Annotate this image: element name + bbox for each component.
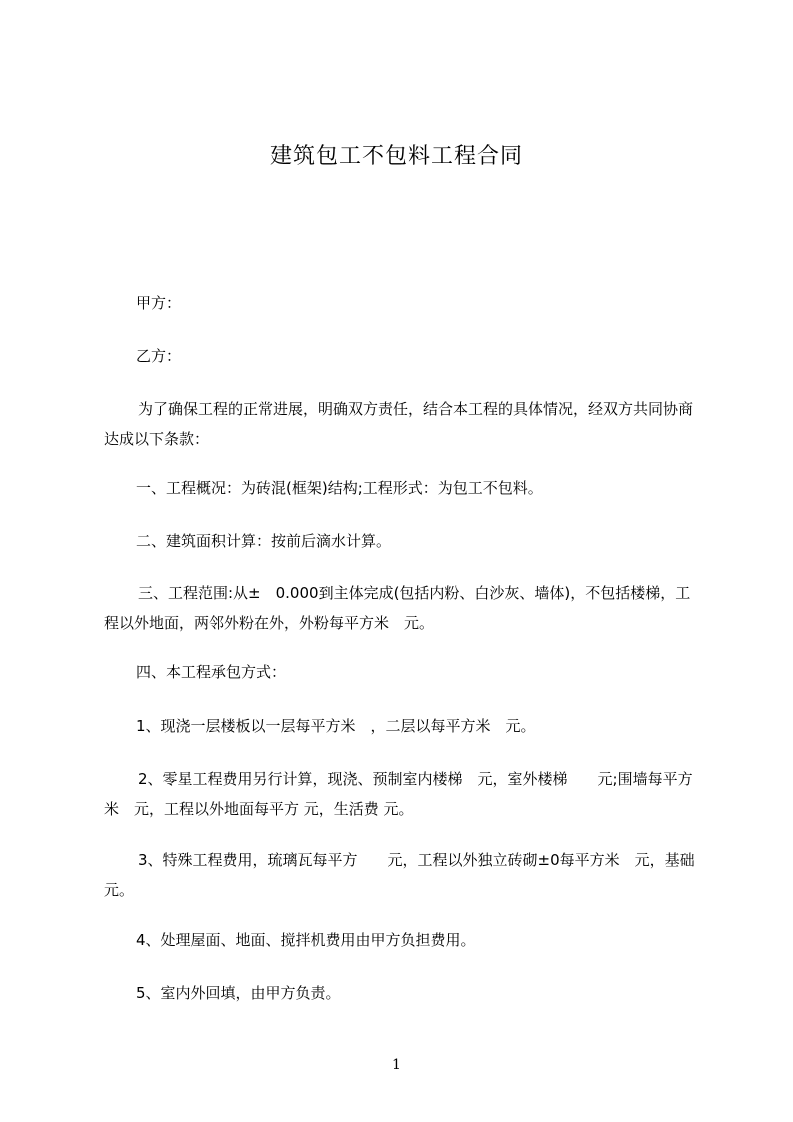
item-5: 5、室内外回填，由甲方负责。 [136, 984, 341, 1002]
preamble-paragraph: 为了确保工程的正常进展，明确双方责任，结合本工程的具体情况，经双方共同协商达成以下条款： [104, 400, 694, 448]
clause-1: 一、工程概况：为砖混(框架)结构;工程形式：为包工不包料。 [136, 479, 543, 497]
item-4: 4、处理屋面、地面、搅拌机费用由甲方负担费用。 [136, 931, 476, 949]
clause-4: 四、本工程承包方式： [136, 663, 287, 681]
item-2: 2、零星工程费用另行计算，现浇、预制室内楼梯 元，室外楼梯 元;围墙每平方米 元，工程以外地面每平方 元，生活费 元。 [104, 770, 693, 818]
clause-2: 二、建筑面积计算：按前后滴水计算。 [136, 532, 392, 550]
party-a-line: 甲方： [136, 294, 182, 312]
clause-3: 三、工程范围:从± 0.000到主体完成(包括内粉、白沙灰、墙体)，不包括楼梯，工程以外地面，两邻外粉在外，外粉每平方米 元。 [104, 584, 691, 632]
document-title: 建筑包工不包料工程合同 [269, 144, 523, 169]
page-number: 1 [392, 1057, 401, 1073]
party-b-line: 乙方： [136, 347, 182, 365]
item-3: 3、特殊工程费用，琉璃瓦每平方 元，工程以外独立砖砌±0每平方米 元，基础 元。 [104, 851, 710, 899]
item-1: 1、现浇一层楼板以一层每平方米 ，二层以每平方米 元。 [136, 717, 536, 735]
